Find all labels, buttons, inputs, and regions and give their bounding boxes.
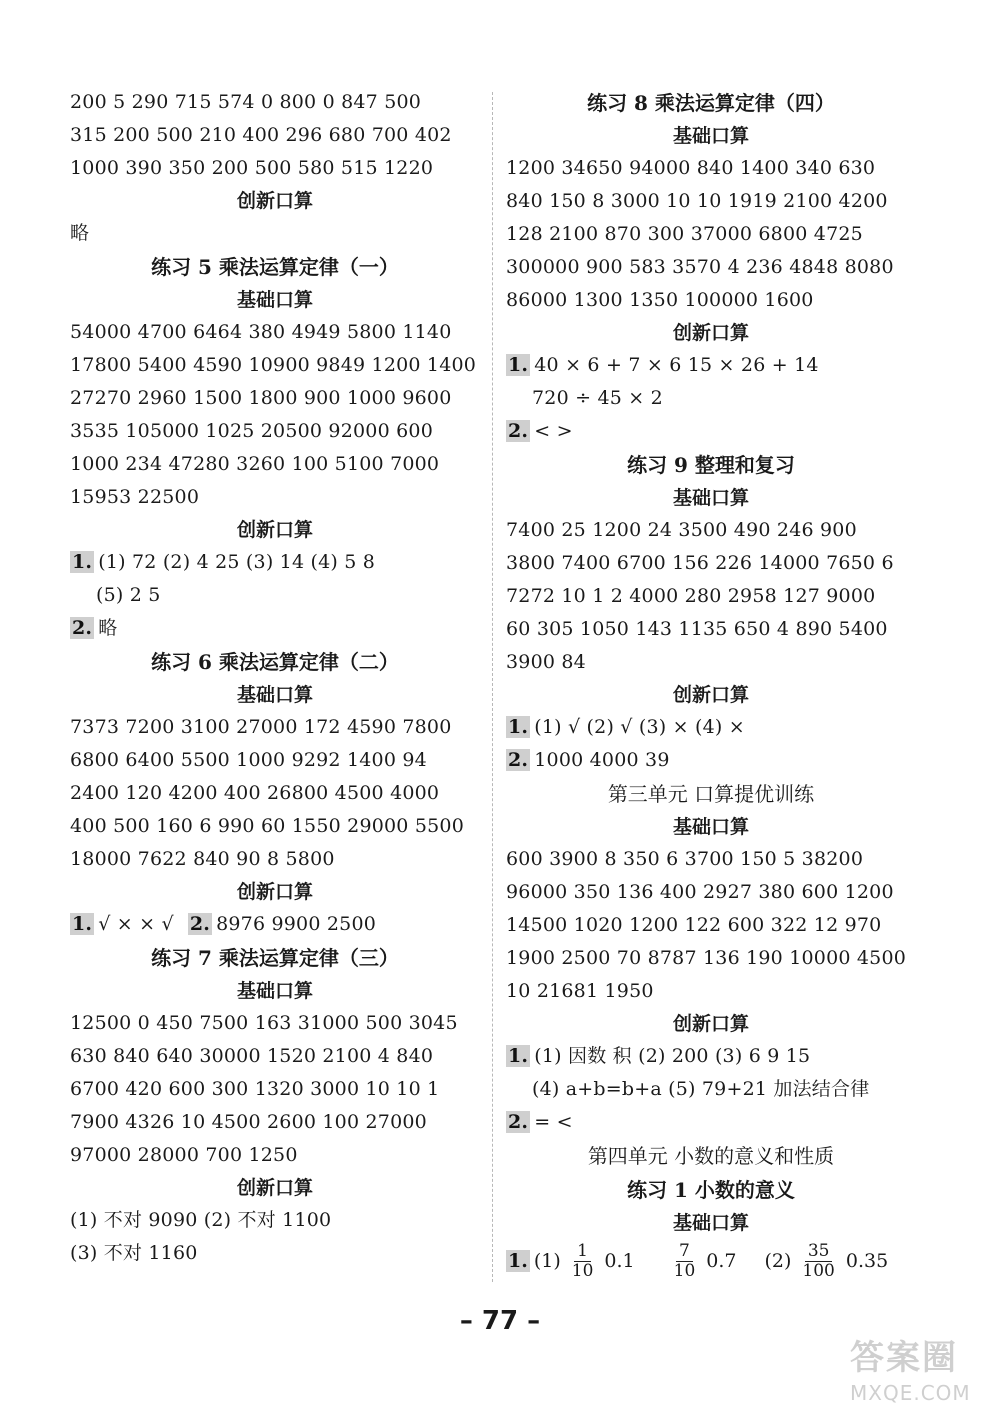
fraction-numerator: 35	[805, 1242, 833, 1262]
answer-line: 1000 234 47280 3260 100 5100 7000	[70, 453, 440, 475]
answer-line: 600 3900 8 350 6 3700 150 5 38200	[506, 848, 864, 870]
answer-line: (3) 不对 1160	[70, 1242, 198, 1264]
fraction	[671, 1242, 699, 1281]
unit-4-title: 第四单元 小数的意义和性质	[587, 1144, 835, 1168]
decimal-value: 0.35	[845, 1250, 889, 1272]
answer-line: 200 5 290 715 574 0 800 0 847 500	[70, 91, 422, 113]
basic-heading: 基础口算	[236, 980, 313, 1002]
fraction-denominator: 10	[571, 1260, 594, 1281]
question-number: 1.	[72, 913, 93, 935]
answer-line: 2400 120 4200 400 26800 4500 4000	[70, 782, 440, 804]
answer-text: (1) 72 (2) 4 25 (3) 14 (4) 5 8	[98, 551, 376, 573]
question-number: 1.	[508, 354, 529, 376]
answer-line: 3800 7400 6700 156 226 14000 7650 6	[506, 552, 894, 574]
watermark-logo	[850, 1336, 990, 1418]
answer-line: 7373 7200 3100 27000 172 4590 7800	[70, 716, 452, 738]
section-title-practice-9: 练习 9 整理和复习	[627, 453, 795, 477]
answer-line: 400 500 160 6 990 60 1550 29000 5500	[70, 815, 464, 837]
fraction-denominator: 100	[802, 1260, 835, 1281]
innovation-heading: 创新口算	[236, 881, 313, 903]
section-title-practice-8: 练习 8 乘法运算定律（四）	[587, 91, 835, 115]
answer-line: 128 2100 870 300 37000 6800 4725	[506, 223, 863, 245]
answer-line: 1200 34650 94000 840 1400 340 630	[506, 157, 876, 179]
answer-text: (1) √ (2) √ (3) × (4) ×	[534, 716, 745, 738]
answer-line: 300000 900 583 3570 4 236 4848 8080	[506, 256, 894, 278]
answer-line: 97000 28000 700 1250	[70, 1144, 298, 1166]
column-divider	[492, 92, 493, 1282]
answer-line: 840 150 8 3000 10 10 1919 2100 4200	[506, 190, 888, 212]
answer-line: 3535 105000 1025 20500 92000 600	[70, 420, 433, 442]
innovation-heading: 创新口算	[672, 684, 749, 706]
question-2	[506, 1106, 916, 1139]
answer-line: 630 840 640 30000 1520 2100 4 840	[70, 1045, 434, 1067]
answer-text: √ × × √	[98, 913, 174, 935]
question-1	[506, 349, 916, 382]
question-1-fractions	[506, 1239, 916, 1283]
watermark-url: MXQE.COM	[850, 1381, 971, 1405]
decimal-value: 0.1	[604, 1250, 635, 1272]
question-number: 2.	[189, 913, 211, 935]
basic-heading: 基础口算	[236, 684, 313, 706]
answer-line: 54000 4700 6464 380 4949 5800 1140	[70, 321, 452, 343]
answer-text: (1) 因数 积 (2) 200 (3) 6 9 15	[534, 1045, 811, 1067]
question-number: 1.	[72, 551, 93, 573]
question-1	[506, 1040, 916, 1073]
question-1	[506, 711, 916, 744]
fraction-numerator: 7	[676, 1242, 693, 1262]
part-label: (2)	[764, 1250, 792, 1272]
answer-line: 6800 6400 5500 1000 9292 1400 94	[70, 749, 427, 771]
answer-line: 18000 7622 840 90 8 5800	[70, 848, 335, 870]
answer-line: 86000 1300 1350 100000 1600	[506, 289, 814, 311]
question-2	[506, 415, 916, 448]
fraction	[799, 1242, 837, 1281]
question-number: 2.	[508, 749, 529, 771]
page-number: – 77 –	[459, 1306, 541, 1336]
basic-heading: 基础口算	[672, 1212, 749, 1234]
answer-line: 10 21681 1950	[506, 980, 654, 1002]
basic-heading: 基础口算	[672, 125, 749, 147]
section-title-practice-6: 练习 6 乘法运算定律（二）	[151, 650, 399, 674]
answer-line: 7400 25 1200 24 3500 490 246 900	[506, 519, 857, 541]
answer-line: 17800 5400 4590 10900 9849 1200 1400	[70, 354, 477, 376]
answer-line: 7272 10 1 2 4000 280 2958 127 9000	[506, 585, 876, 607]
answer-line: 12500 0 450 7500 163 31000 500 3045	[70, 1012, 458, 1034]
answer-text: 8976 9900 2500	[216, 913, 377, 935]
answer-text: 1000 4000 39	[534, 749, 670, 771]
innovation-heading: 创新口算	[236, 1177, 313, 1199]
answer-line: 27270 2960 1500 1800 900 1000 9600	[70, 387, 452, 409]
section-title-practice-7: 练习 7 乘法运算定律（三）	[151, 946, 399, 970]
answer-line: 1000 390 350 200 500 580 515 1220	[70, 157, 434, 179]
left-column	[70, 86, 480, 1270]
answer-line: 15953 22500	[70, 486, 200, 508]
question-number: 1.	[508, 1045, 529, 1067]
basic-heading: 基础口算	[672, 487, 749, 509]
section-title-practice-5: 练习 5 乘法运算定律（一）	[151, 255, 399, 279]
decimal-value: 0.7	[706, 1250, 737, 1272]
basic-heading: 基础口算	[236, 289, 313, 311]
question-1	[70, 546, 480, 579]
innovation-heading: 创新口算	[672, 322, 749, 344]
innovation-heading: 创新口算	[236, 519, 313, 541]
question-2	[70, 612, 480, 645]
question-2	[506, 744, 916, 777]
watermark-text: 答案圈	[850, 1338, 958, 1378]
answer-line: 96000 350 136 400 2927 380 600 1200	[506, 881, 894, 903]
answer-text: = <	[534, 1111, 573, 1133]
answer-line: (1) 不对 9090 (2) 不对 1100	[70, 1209, 332, 1231]
questions-1-2	[70, 908, 480, 941]
section-title-practice-1: 练习 1 小数的意义	[627, 1178, 795, 1202]
answer-line: 7900 4326 10 4500 2600 100 27000	[70, 1111, 427, 1133]
question-number: 1.	[508, 716, 529, 738]
unit-3-title: 第三单元 口算提优训练	[607, 782, 815, 806]
part-label: (1)	[533, 1250, 561, 1272]
fraction-numerator: 1	[574, 1242, 591, 1262]
answer-line: 14500 1020 1200 122 600 322 12 970	[506, 914, 882, 936]
answer-line: 3900 84	[506, 651, 586, 673]
answer-line: (4) a+b=b+a (5) 79+21 加法结合律	[532, 1078, 870, 1100]
fraction-denominator: 10	[673, 1260, 696, 1281]
answer-line: 315 200 500 210 400 296 680 700 402	[70, 124, 452, 146]
question-number: 2.	[72, 617, 93, 639]
answer-text: < >	[534, 420, 573, 442]
question-number: 2.	[508, 420, 529, 442]
answer-text: 40 × 6 + 7 × 6 15 × 26 + 14	[534, 354, 819, 376]
answer-text: 略	[98, 617, 118, 639]
answer-line: 1900 2500 70 8787 136 190 10000 4500	[506, 947, 907, 969]
basic-heading: 基础口算	[672, 816, 749, 838]
innovation-heading: 创新口算	[672, 1013, 749, 1035]
answer-line: 略	[70, 222, 90, 244]
answer-line: (5) 2 5	[96, 584, 161, 606]
question-number: 2.	[508, 1111, 529, 1133]
answer-line: 6700 420 600 300 1320 3000 10 10 1	[70, 1078, 440, 1100]
answer-line: 720 ÷ 45 × 2	[532, 387, 663, 409]
right-column	[506, 86, 916, 1283]
question-number: 1.	[508, 1250, 528, 1272]
answer-line: 60 305 1050 143 1135 650 4 890 5400	[506, 618, 888, 640]
innovation-heading: 创新口算	[236, 190, 313, 212]
fraction	[569, 1242, 597, 1281]
